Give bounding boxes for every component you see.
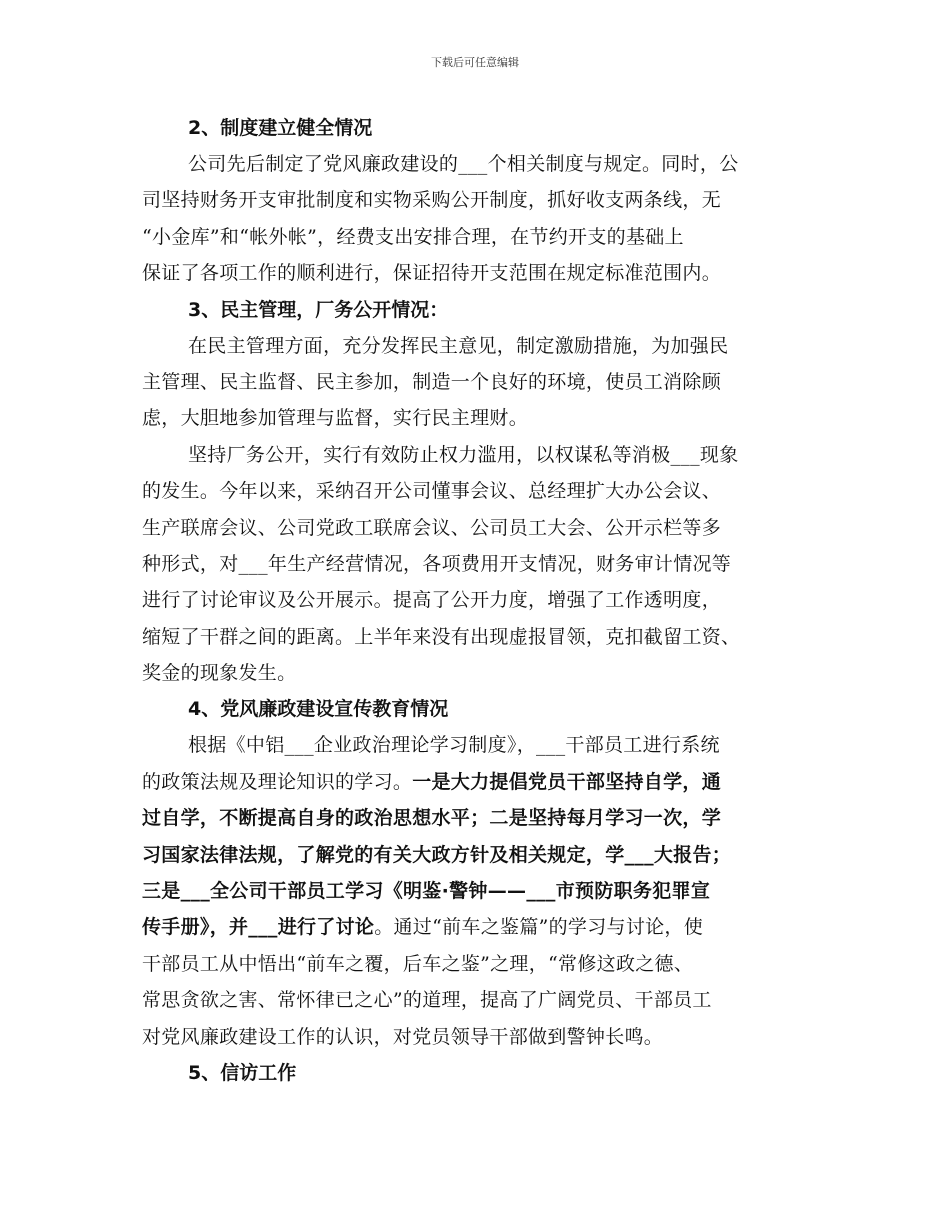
text-line: 干部员工从中悟出“前车之覆，后车之鉴”之理，“常修这政之德、 (142, 952, 694, 975)
text-line: 的发生。今年以来，采纳召开公司懂事会议、总经理扩大办公会议、 (142, 480, 722, 503)
bold-text-line: 习国家法律法规，了解党的有关大政方针及相关规定，学___大报告； (142, 843, 732, 866)
section-heading-5: 5、信访工作 (188, 1061, 297, 1084)
page-header: 下载后可任意编辑 (431, 56, 519, 69)
bold-text-line: 三是___全公司干部员工学习《明鉴·警钟——___市预防职务犯罪宣 (142, 880, 711, 903)
text-line: 在民主管理方面，充分发挥民主意见，制定激励措施，为加强民 (188, 334, 729, 357)
text-line: 主管理、民主监督、民主参加，制造一个良好的环境，使员工消除顾 (142, 370, 722, 393)
bold-text-line: 过自学，不断提高自身的政治思想水平；二是坚持每月学习一次，学 (142, 807, 722, 830)
text-line: 常思贪欲之害、常怀律已之心”的道理，提高了广阔党员、干部员工 (142, 989, 712, 1012)
section-2-paragraph (142, 146, 818, 292)
text-line: 根据《中铝___企业政治理论学习制度》，___干部员工进行系统 (188, 734, 720, 757)
normal-text: 的政策法规及理论知识的学习。 (142, 770, 413, 793)
text-line: 公司先后制定了党风廉政建设的___个相关制度与规定。同时，公 (188, 153, 739, 175)
section-3-paragraph-2 (142, 437, 818, 692)
text-line: 对党风廉政建设工作的认识，对党员领导干部做到警钟长鸣。 (142, 1025, 664, 1048)
section-heading-2: 2、制度建立健全情况 (188, 117, 373, 139)
text-line: 虑，大胆地参加管理与监督，实行民主理财。 (142, 407, 529, 430)
text-line (142, 909, 818, 945)
section-heading-4: 4、党风廉政建设宣传教育情况 (188, 698, 449, 721)
text-line: 保证了各项工作的顺利进行，保证招待开支范围在规定标准范围内。 (142, 262, 722, 285)
bold-text: 传手册》，并___进行了讨论 (142, 916, 375, 939)
text-line: 奖金的现象发生。 (142, 662, 297, 685)
normal-text: 。通过“前车之鉴篇”的学习与讨论，使 (374, 916, 704, 939)
text-line: “小金库”和“帐外帐”，经费支出安排合理，在节约开支的基础上 (142, 225, 684, 248)
text-line: 司坚持财务开支审批制度和实物采购公开制度，抓好收支两条线，无 (142, 189, 722, 212)
text-line: 种形式，对___年生产经营情况，各项费用开支情况，财务审计情况等 (142, 552, 732, 575)
bold-text: 一是大力提倡党员干部坚持自学，通 (412, 770, 722, 793)
section-heading-3: 3、民主管理，厂务公开情况： (188, 298, 449, 321)
text-line: 缩短了干群之间的距离。上半年来没有出现虚报冒领，克扣截留工资、 (142, 625, 741, 648)
text-line: 进行了讨论审议及公开展示。提高了公开力度，增强了工作透明度， (142, 589, 722, 612)
text-line: 生产联席会议、公司党政工联席会议、公司员工大会、公开示栏等多 (142, 516, 722, 539)
text-line: 坚持厂务公开，实行有效防止权力滥用，以权谋私等消极___现象 (188, 443, 739, 466)
section-3-paragraph-1 (142, 328, 818, 437)
document-body (142, 110, 818, 1091)
section-4-paragraph (142, 727, 818, 1055)
text-line (142, 764, 818, 800)
